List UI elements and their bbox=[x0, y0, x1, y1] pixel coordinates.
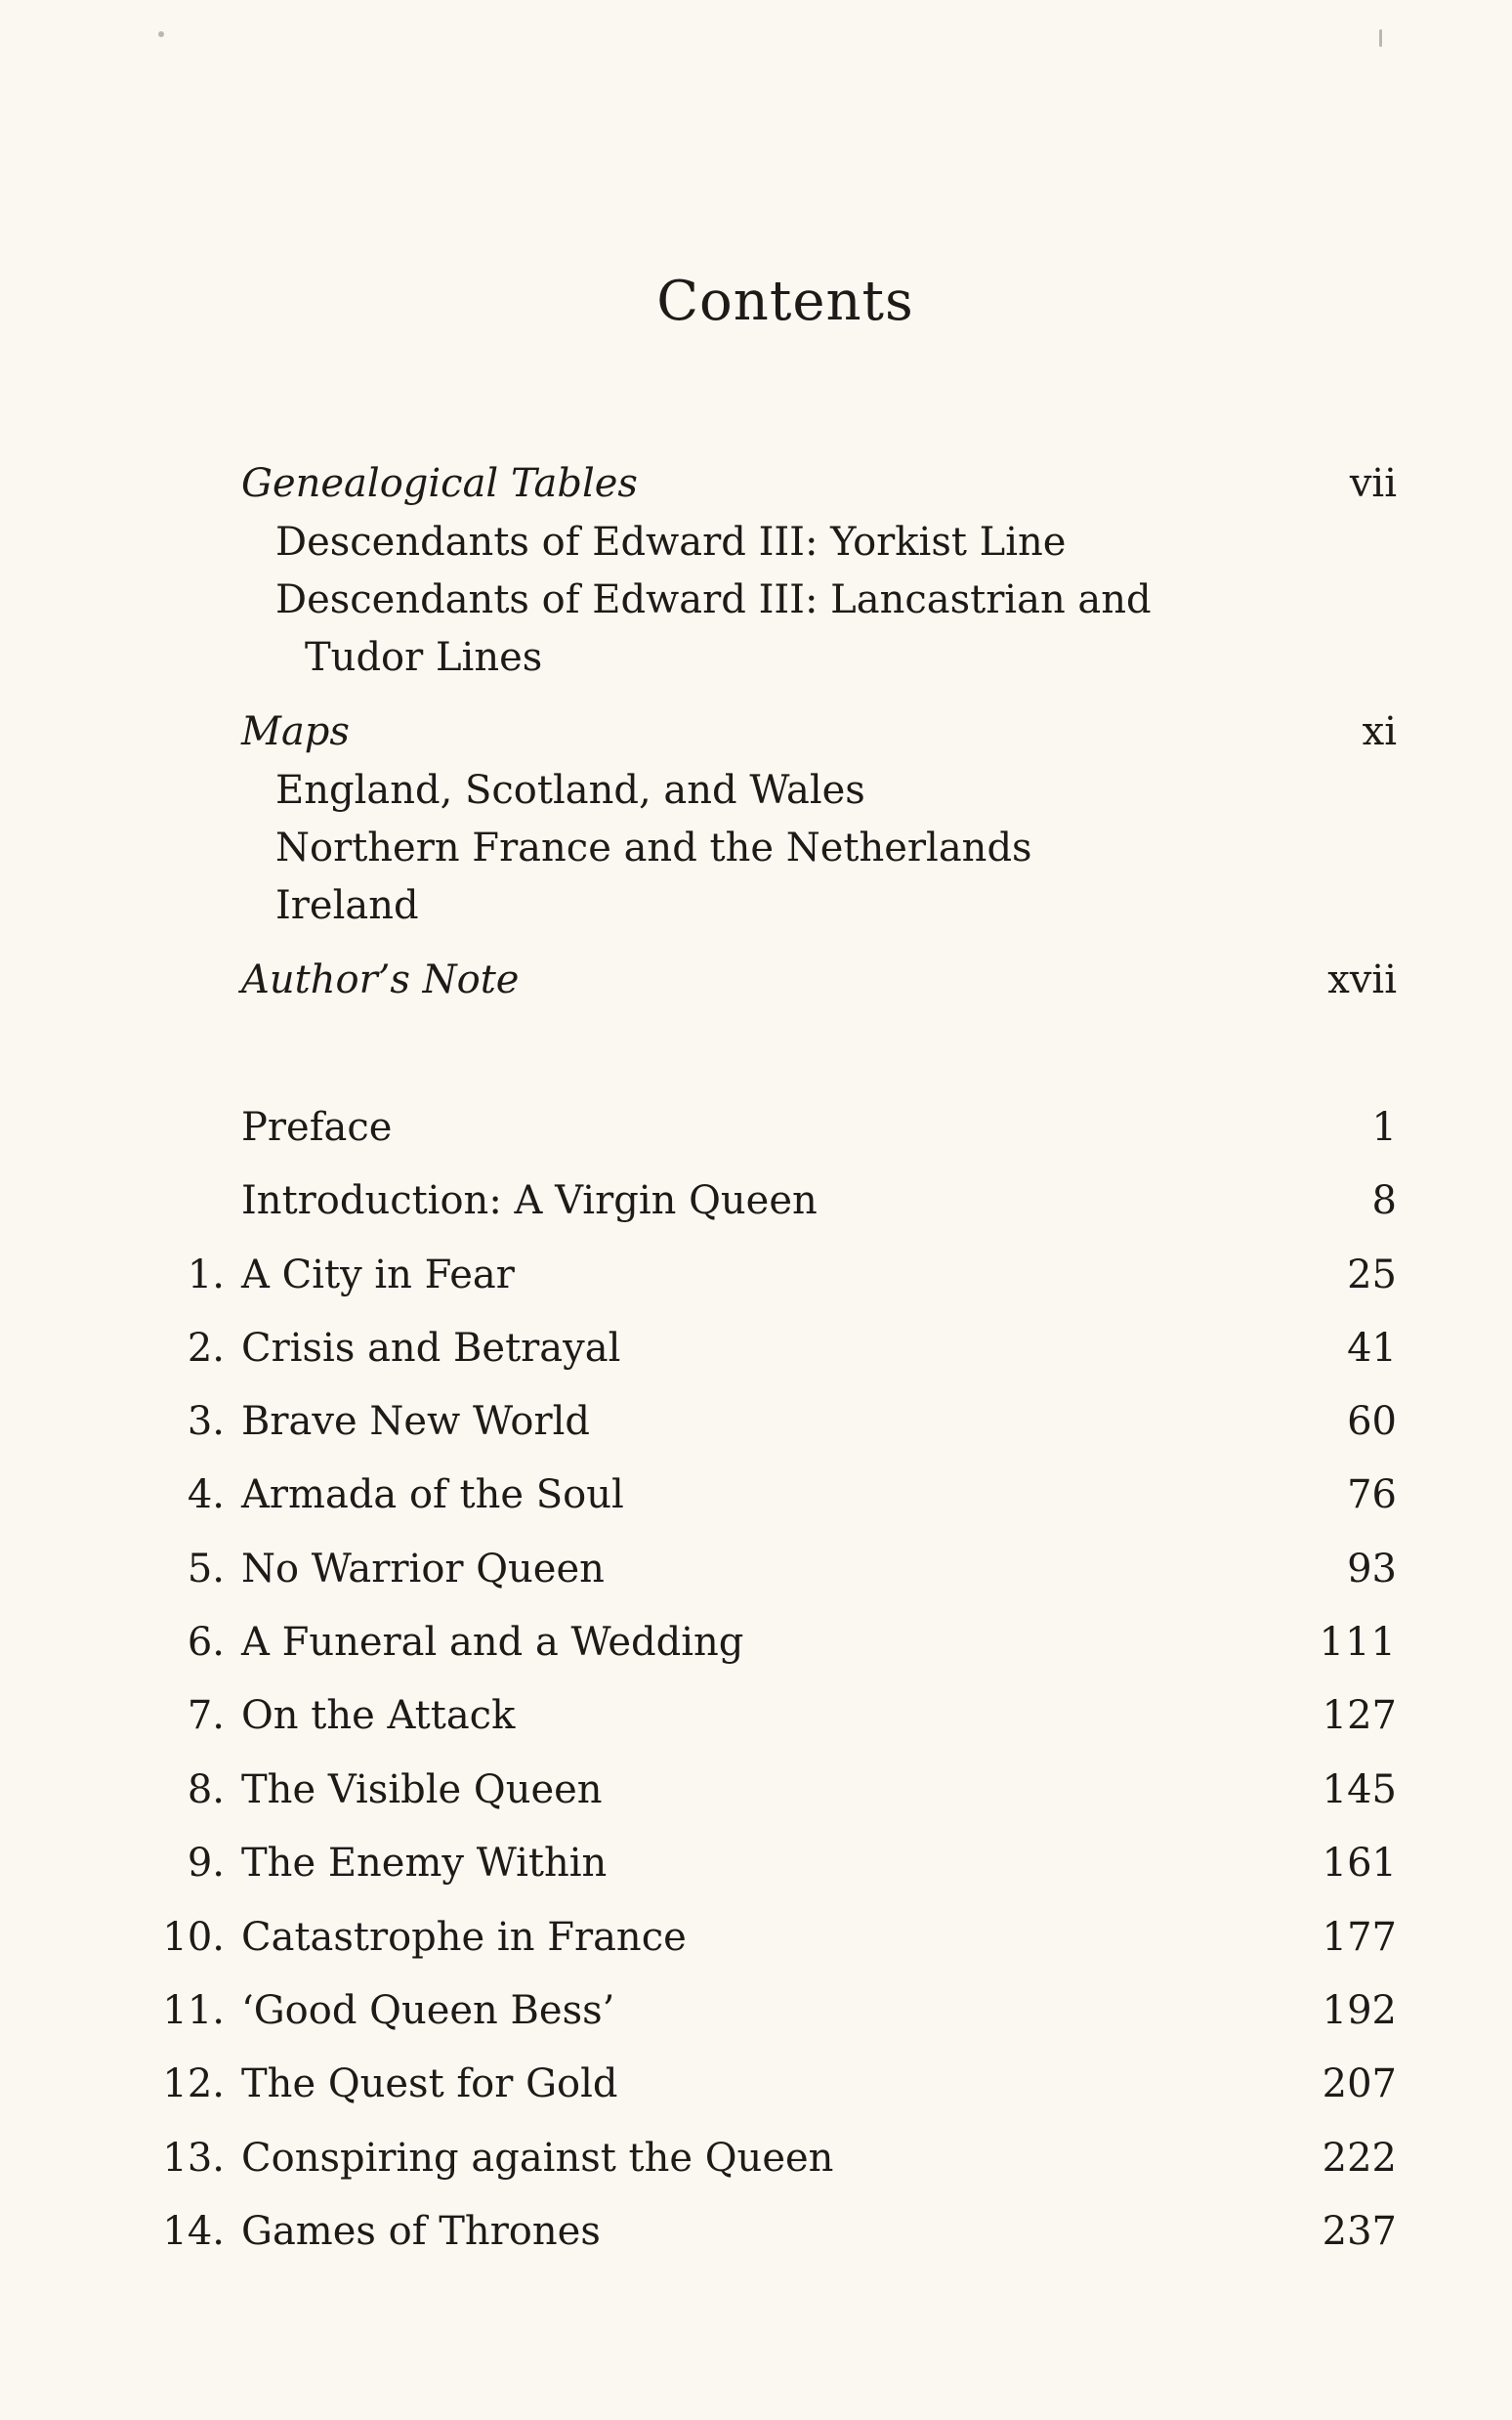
entry-page-number: 145 bbox=[1322, 1767, 1397, 1812]
entry-title: Conspiring against the Queen bbox=[241, 2136, 834, 2181]
toc-entry-introduction[interactable] bbox=[0, 1178, 1512, 1237]
toc-entry-chapter[interactable] bbox=[0, 2061, 1512, 2120]
front-matter-subitem bbox=[0, 883, 1512, 942]
page-title: Contents bbox=[656, 270, 914, 333]
front-matter-subitem-continued bbox=[0, 635, 1512, 694]
entry-page-number: 111 bbox=[1319, 1620, 1397, 1665]
entry-title: Brave New World bbox=[241, 1399, 590, 1444]
toc-entry-chapter[interactable] bbox=[0, 1988, 1512, 2047]
front-matter-subitem bbox=[0, 768, 1512, 827]
entry-number: 6. bbox=[187, 1620, 225, 1665]
front-matter-subitem bbox=[0, 520, 1512, 578]
toc-entry-chapter[interactable] bbox=[0, 2136, 1512, 2194]
entry-title: A City in Fear bbox=[241, 1252, 515, 1297]
entry-number: 3. bbox=[187, 1399, 225, 1444]
entry-number: 13. bbox=[162, 2136, 225, 2181]
toc-entry-chapter[interactable] bbox=[0, 1399, 1512, 1458]
toc-entry-chapter[interactable] bbox=[0, 1326, 1512, 1384]
paper-speck bbox=[1379, 29, 1382, 47]
toc-entry-chapter[interactable] bbox=[0, 1693, 1512, 1752]
paper-speck bbox=[158, 31, 164, 37]
toc-entry-preface[interactable] bbox=[0, 1105, 1512, 1164]
entry-title: A Funeral and a Wedding bbox=[241, 1620, 744, 1665]
entry-title: No Warrior Queen bbox=[241, 1547, 605, 1592]
entry-number: 11. bbox=[162, 1988, 225, 2033]
entry-page-number: 127 bbox=[1322, 1693, 1397, 1738]
entry-number: 14. bbox=[162, 2209, 225, 2254]
entry-number: 10. bbox=[162, 1915, 225, 1960]
entry-page-number: xi bbox=[1362, 709, 1397, 754]
subitem-title: Northern France and the Netherlands bbox=[275, 826, 1032, 870]
front-matter-subitem bbox=[0, 577, 1512, 636]
subitem-title: Ireland bbox=[275, 883, 419, 928]
entry-number: 8. bbox=[187, 1767, 225, 1812]
entry-title: The Visible Queen bbox=[241, 1767, 603, 1812]
front-matter-authors-note[interactable] bbox=[0, 957, 1512, 1016]
toc-entry-chapter[interactable] bbox=[0, 1841, 1512, 1899]
entry-page-number: 222 bbox=[1322, 2136, 1397, 2181]
entry-number: 4. bbox=[187, 1472, 225, 1517]
front-matter-genealogical-tables[interactable] bbox=[0, 461, 1512, 520]
entry-page-number: xvii bbox=[1327, 957, 1397, 1002]
toc-entry-chapter[interactable] bbox=[0, 1915, 1512, 1974]
entry-page-number: 8 bbox=[1371, 1178, 1397, 1223]
toc-entry-chapter[interactable] bbox=[0, 2209, 1512, 2268]
entry-page-number: vii bbox=[1349, 461, 1397, 506]
entry-number: 7. bbox=[187, 1693, 225, 1738]
entry-title: On the Attack bbox=[241, 1693, 516, 1738]
subitem-title: Tudor Lines bbox=[305, 635, 543, 680]
toc-entry-chapter[interactable] bbox=[0, 1547, 1512, 1605]
entry-page-number: 76 bbox=[1347, 1472, 1397, 1517]
toc-entry-chapter[interactable] bbox=[0, 1620, 1512, 1678]
entry-page-number: 161 bbox=[1322, 1841, 1397, 1886]
entry-title: Introduction: A Virgin Queen bbox=[241, 1178, 818, 1223]
front-matter-subitem bbox=[0, 826, 1512, 884]
entry-number: 12. bbox=[162, 2061, 225, 2106]
entry-page-number: 60 bbox=[1347, 1399, 1397, 1444]
entry-number: 5. bbox=[187, 1547, 225, 1592]
entry-number: 1. bbox=[187, 1252, 225, 1297]
subitem-title: England, Scotland, and Wales bbox=[275, 768, 865, 813]
front-matter-maps[interactable] bbox=[0, 709, 1512, 768]
toc-entry-chapter[interactable] bbox=[0, 1252, 1512, 1311]
entry-title: Catastrophe in France bbox=[241, 1915, 687, 1960]
entry-title: ‘Good Queen Bess’ bbox=[241, 1988, 615, 2033]
entry-page-number: 207 bbox=[1322, 2061, 1397, 2106]
entry-title: The Quest for Gold bbox=[241, 2061, 618, 2106]
entry-title: Games of Thrones bbox=[241, 2209, 601, 2254]
entry-page-number: 93 bbox=[1347, 1547, 1397, 1592]
entry-page-number: 1 bbox=[1371, 1105, 1397, 1150]
entry-page-number: 237 bbox=[1322, 2209, 1397, 2254]
toc-entry-chapter[interactable] bbox=[0, 1767, 1512, 1826]
entry-page-number: 41 bbox=[1347, 1326, 1397, 1371]
entry-number: 2. bbox=[187, 1326, 225, 1371]
entry-title: Maps bbox=[241, 709, 350, 754]
entry-title: Genealogical Tables bbox=[241, 461, 638, 506]
entry-number: 9. bbox=[187, 1841, 225, 1886]
entry-title: Armada of the Soul bbox=[241, 1472, 624, 1517]
entry-page-number: 177 bbox=[1322, 1915, 1397, 1960]
toc-entry-chapter[interactable] bbox=[0, 1472, 1512, 1531]
subitem-title: Descendants of Edward III: Lancastrian and bbox=[275, 577, 1152, 622]
entry-title: Author’s Note bbox=[241, 957, 520, 1002]
entry-page-number: 192 bbox=[1322, 1988, 1397, 2033]
entry-page-number: 25 bbox=[1347, 1252, 1397, 1297]
entry-title: The Enemy Within bbox=[241, 1841, 608, 1886]
entry-title: Crisis and Betrayal bbox=[241, 1326, 621, 1371]
entry-title: Preface bbox=[241, 1105, 393, 1150]
subitem-title: Descendants of Edward III: Yorkist Line bbox=[275, 520, 1067, 565]
